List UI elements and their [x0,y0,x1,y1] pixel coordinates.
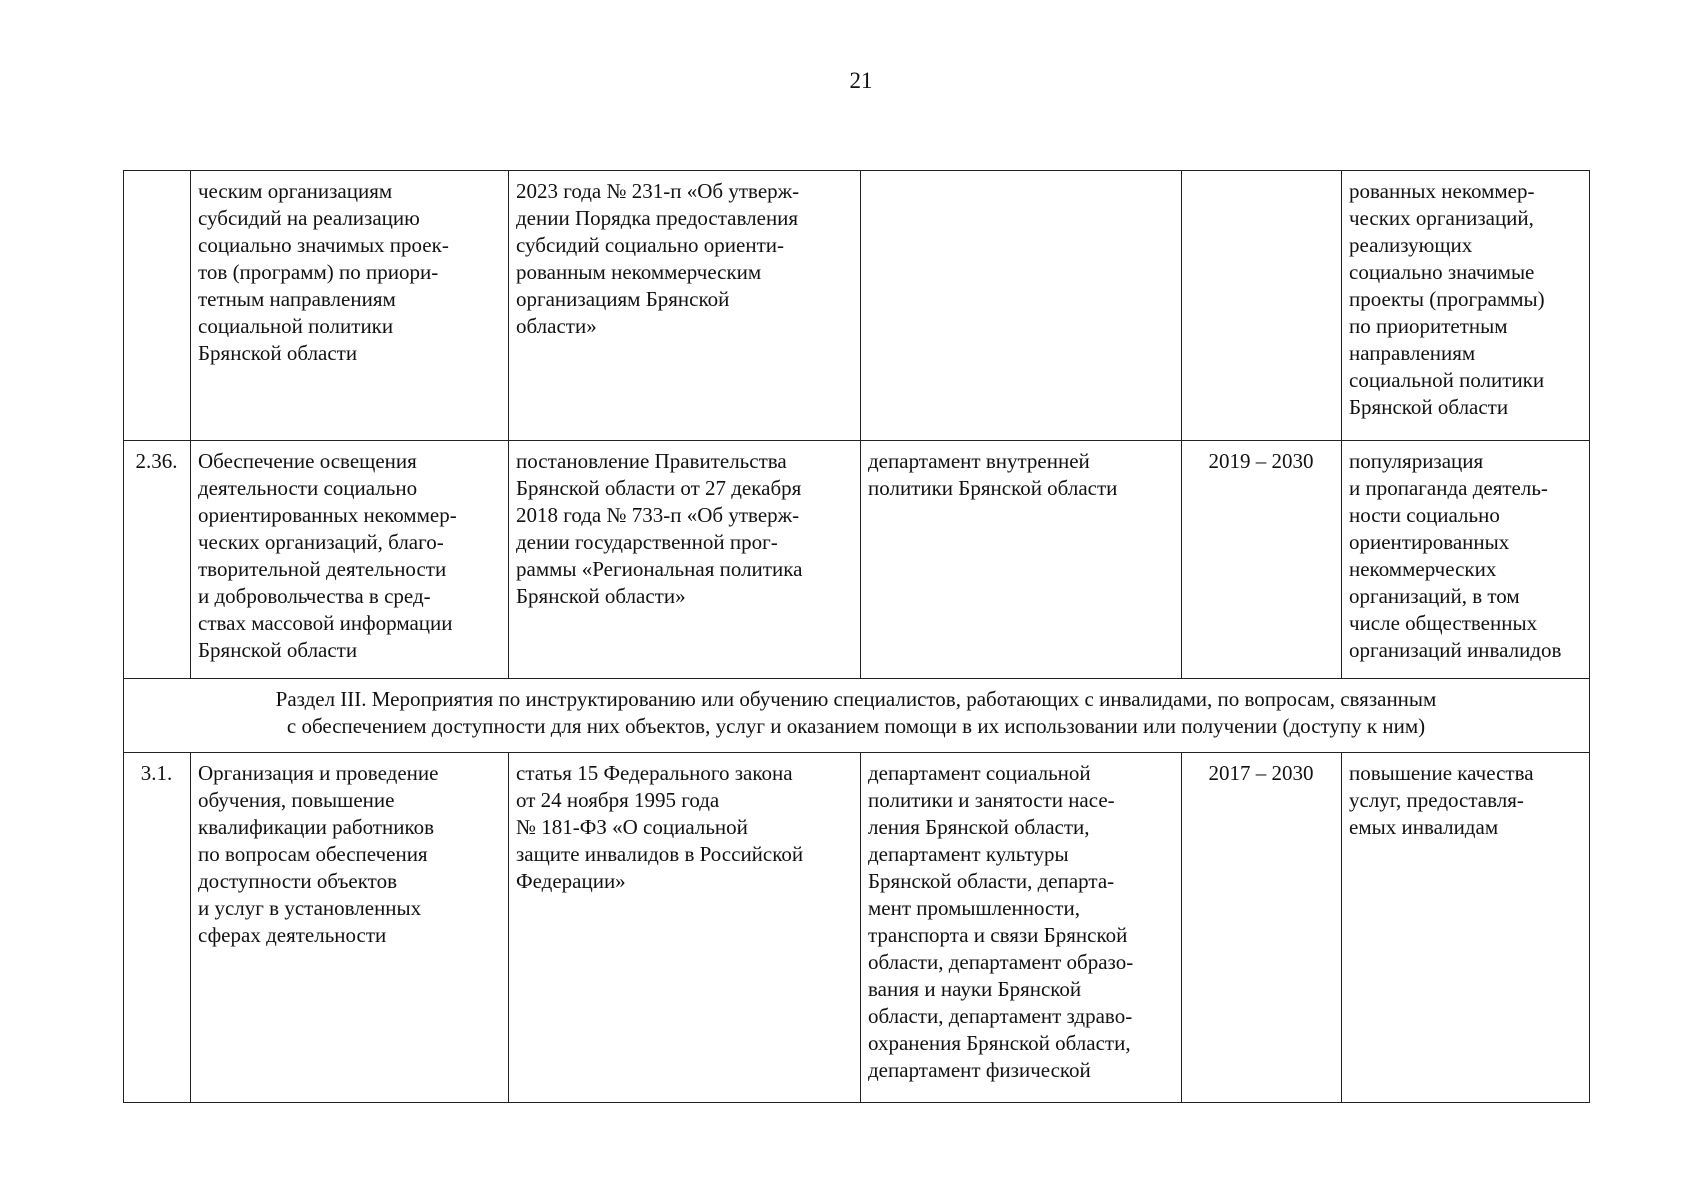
measure-cell: Организация и проведение обучения, повышение квалификации работников по вопросам обеспечения доступности объектов и услуг в установленных сферах деятельности [191,753,509,1103]
period-cell: 2017 – 2030 [1182,753,1342,1103]
section-title: Раздел III. Мероприятия по инструктированию или обучению специалистов, работающих с инвалидами, по вопросам, связанным с обеспечением доступности для них объектов, услуг и оказанием помощи в их использовании или получении (доступу к ним) [124,679,1590,753]
period-cell: 2019 – 2030 [1182,441,1342,679]
period-cell [1182,171,1342,441]
page-number: 21 [849,68,873,93]
section-row [124,679,1590,753]
legal-basis-cell: статья 15 Федерального закона от 24 ноября 1995 года № 181-ФЗ «О социальной защите инвалидов в Российской Федерации» [509,753,861,1103]
legal-basis-cell: постановление Правительства Брянской области от 27 декабря 2018 года № 733-п «Об утверж- дении государственной прог- раммы «Региональная политика Брянской области» [509,441,861,679]
measure-cell: ческим организациям субсидий на реализацию социально значимых проек- тов (программ) по приори- тетным направлениям социальной политики Брянской области [191,171,509,441]
table-row [124,171,1590,441]
result-cell: популяризация и пропаганда деятель- ности социально ориентированных некоммерческих организаций, в том числе общественных организаций инвалидов [1342,441,1590,679]
result-cell: рованных некоммер- ческих организаций, реализующих социально значимые проекты (программы) по приоритетным направлениям социальной политики Брянской области [1342,171,1590,441]
executor-cell: департамент внутренней политики Брянской области [861,441,1182,679]
executor-cell: департамент социальной политики и занятости насе- ления Брянской области, департамент культуры Брянской области, департа- мент промышленности, транспорта и связи Брянской области, департамент образо- вания и науки Брянской области, департамент здраво- охранения Брянской области, департамент физической [861,753,1182,1103]
measures-table [123,170,1590,1103]
row-number-cell: 2.36. [124,441,191,679]
row-number-cell [124,171,191,441]
measure-cell: Обеспечение освещения деятельности социально ориентированных некоммер- ческих организаций, благо- творительной деятельности и добровольчества в сред- ствах массовой информации Брянской области [191,441,509,679]
table-row [124,441,1590,679]
result-cell: повышение качества услуг, предоставля- емых инвалидам [1342,753,1590,1103]
legal-basis-cell: 2023 года № 231-п «Об утверж- дении Порядка предоставления субсидий социально ориенти- рованным некоммерческим организациям Брянской области» [509,171,861,441]
table-row [124,753,1590,1103]
row-number-cell: 3.1. [124,753,191,1103]
executor-cell [861,171,1182,441]
